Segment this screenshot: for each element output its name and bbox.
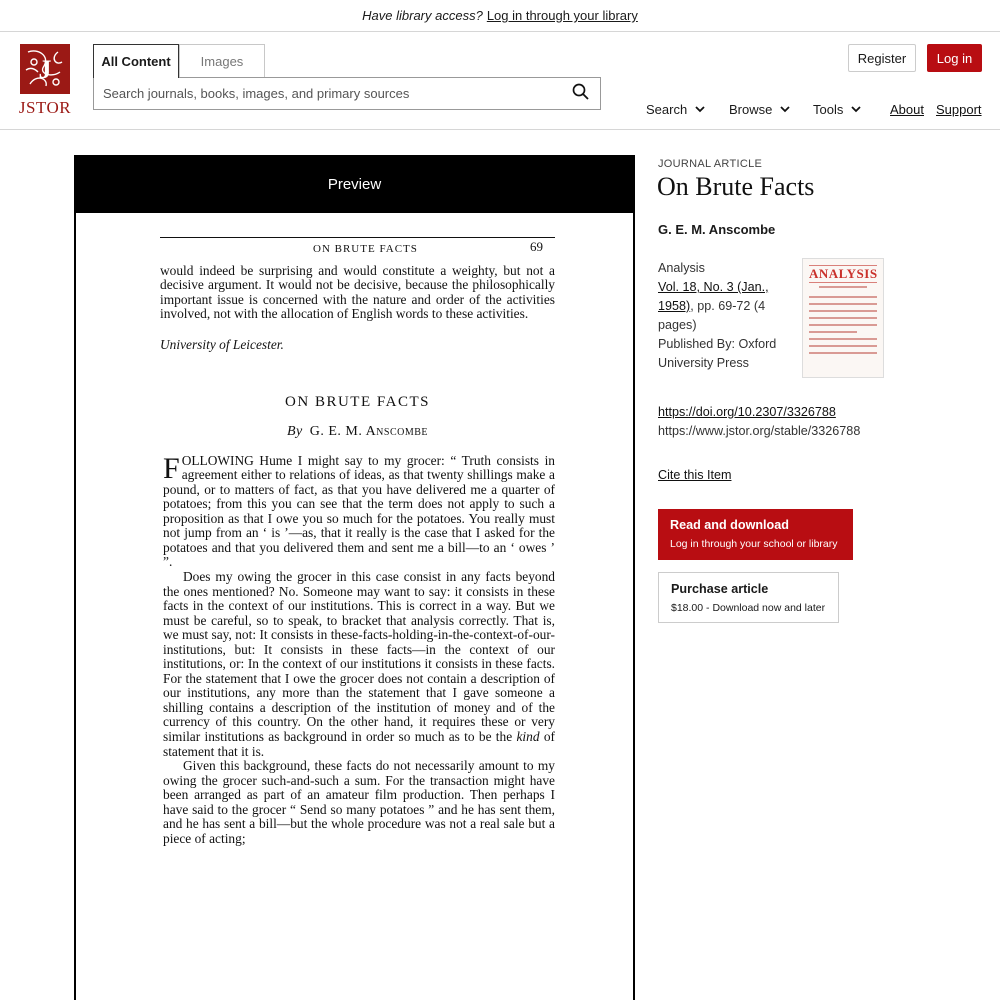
- preview-panel: [74, 155, 635, 1000]
- cover-line: [809, 317, 877, 319]
- site-header: [0, 32, 1000, 130]
- article-heading: ON BRUTE FACTS: [285, 393, 430, 410]
- read-download-title: Read and download: [670, 518, 789, 532]
- cover-line: [809, 345, 877, 347]
- search-icon: [572, 83, 589, 105]
- issue-link[interactable]: Vol. 18, No. 3 (Jan., 1958): [658, 280, 769, 313]
- body-paragraph: [163, 570, 555, 759]
- chevron-down-icon: [695, 106, 705, 113]
- cite-item-link[interactable]: Cite this Item: [658, 468, 732, 482]
- nav-browse-menu[interactable]: [729, 102, 790, 117]
- cover-title: ANALYSIS: [809, 266, 878, 281]
- cover-line: [809, 296, 877, 298]
- journal-cover-thumbnail[interactable]: [802, 258, 884, 378]
- doi-link[interactable]: https://doi.org/10.2307/3326788: [658, 405, 836, 419]
- nav-support-link[interactable]: Support: [936, 102, 982, 117]
- article-body: [160, 451, 555, 847]
- nav-search-menu[interactable]: [646, 102, 705, 117]
- article-byline: [160, 424, 555, 440]
- purchase-title: Purchase article: [671, 582, 769, 596]
- running-title: ON BRUTE FACTS: [313, 243, 418, 255]
- issue-info: [658, 278, 783, 335]
- read-download-subtitle: Log in through your school or library: [670, 538, 838, 550]
- banner-text: Have library access?: [362, 8, 483, 23]
- cover-line: [809, 310, 877, 312]
- preview-header: Preview: [76, 155, 633, 213]
- publisher: Published By: Oxford University Press: [658, 337, 777, 370]
- paragraph-text: OLLOWING Hume I might say to my grocer: “ Truth consists in agreement either to relations of ideas, as that twenty shillings make a pound, or to matters of fact, as that you have delivered me a quarter of potatoes; from this you can see that the term does not apply to such a proposition as that I owe you so much for the potatoes. You really must not jump from an ‘ is ’—as, that it really is the case that I asked for the potatoes and that you delivered them and sent me a bill—to an ‘ owes ’ ”.: [163, 452, 555, 570]
- article-author: G. E. M. Anscombe: [658, 222, 776, 237]
- paragraph-text: of statement that it is.: [163, 729, 555, 759]
- running-head: [160, 237, 555, 261]
- cover-line: [819, 286, 867, 288]
- previous-article-text: would indeed be surprising and would constitute a weighty, but not a decisive argument. It would not be decisive, because the philosophically important issue is concerned with the nature and order of the activities involved, not with the allocation of English words to these activities.: [160, 263, 555, 322]
- article-title: On Brute Facts: [657, 172, 815, 201]
- search-button[interactable]: [560, 78, 600, 109]
- emphasis: kind: [516, 729, 540, 745]
- body-paragraph: Given this background, these facts do not necessarily amount to my owing the grocer such-and-such a sum. For the transaction might have been arranged as part of an amateur film production. Then perhaps I have said to the grocer “ Send so many potatoes ” and he has sent them, and he has sent a bill—but the whole procedure was not a real sale but a piece of acting;: [163, 758, 555, 846]
- nav-about-link[interactable]: About: [890, 102, 924, 117]
- login-button[interactable]: Log in: [927, 44, 982, 72]
- page-range: , pp. 69-72 (4 pages): [658, 299, 766, 332]
- page-number: 69: [530, 239, 543, 254]
- tab-all-content[interactable]: All Content: [93, 44, 179, 78]
- library-access-banner: [0, 0, 1000, 32]
- nav-search-label: Search: [646, 102, 688, 117]
- register-button[interactable]: Register: [848, 44, 916, 72]
- tab-images[interactable]: Images: [179, 44, 265, 78]
- logo-text: JSTOR: [18, 98, 72, 117]
- chevron-down-icon: [780, 106, 790, 113]
- chevron-down-icon: [851, 106, 861, 113]
- library-login-link[interactable]: Log in through your library: [486, 8, 638, 23]
- purchase-article-button[interactable]: [658, 572, 839, 623]
- nav-browse-label: Browse: [729, 102, 773, 117]
- search-bar: [93, 77, 601, 110]
- journal-name: Analysis: [658, 261, 705, 275]
- jstor-logo[interactable]: [18, 44, 72, 118]
- affiliation: University of Leicester.: [160, 336, 284, 352]
- drop-cap: F: [163, 451, 180, 485]
- cover-line: [809, 303, 877, 305]
- search-input[interactable]: [94, 78, 560, 109]
- nav-tools-label: Tools: [813, 102, 844, 117]
- scanned-page: [160, 237, 555, 846]
- byline-author: G. E. M. Anscombe: [309, 423, 429, 439]
- cover-line: [809, 331, 857, 333]
- jstor-logo-mark: [20, 44, 70, 94]
- content-type-label: JOURNAL ARTICLE: [658, 158, 763, 170]
- stable-url: https://www.jstor.org/stable/3326788: [658, 424, 861, 438]
- paragraph-text: Does my owing the grocer in this case consist in any facts beyond the ones mentioned? No. Someone may want to say: it consists in these facts in the context of our institutions. This is correct in a way. But we must be careful, so to speak, to bracket that analysis correctly. That is, we must say, not: It consists in these-facts-holding-in-the-context-of-our-institutions, but: It consists in these facts—in the context of our institutions, or: In the context of our institutions it consists in these facts. For the statement that I owe the grocer does not contain a description of our institutions, any more than the statement that I gave someone a shilling contains a description of the institution of money and of the currency of this country. On the other hand, it requires these or very similar institutions as background in order so much as to be the: [163, 569, 555, 745]
- purchase-subtitle: $18.00 - Download now and later: [671, 602, 826, 614]
- journal-info: [658, 259, 783, 373]
- cover-line: [809, 352, 877, 354]
- nav-tools-menu[interactable]: [813, 102, 861, 117]
- svg-text:J: J: [38, 55, 52, 84]
- read-download-button[interactable]: [658, 509, 853, 560]
- body-paragraph: [163, 451, 555, 570]
- cover-line: [809, 324, 877, 326]
- byline-by: By: [286, 423, 303, 439]
- cover-line: [809, 338, 877, 340]
